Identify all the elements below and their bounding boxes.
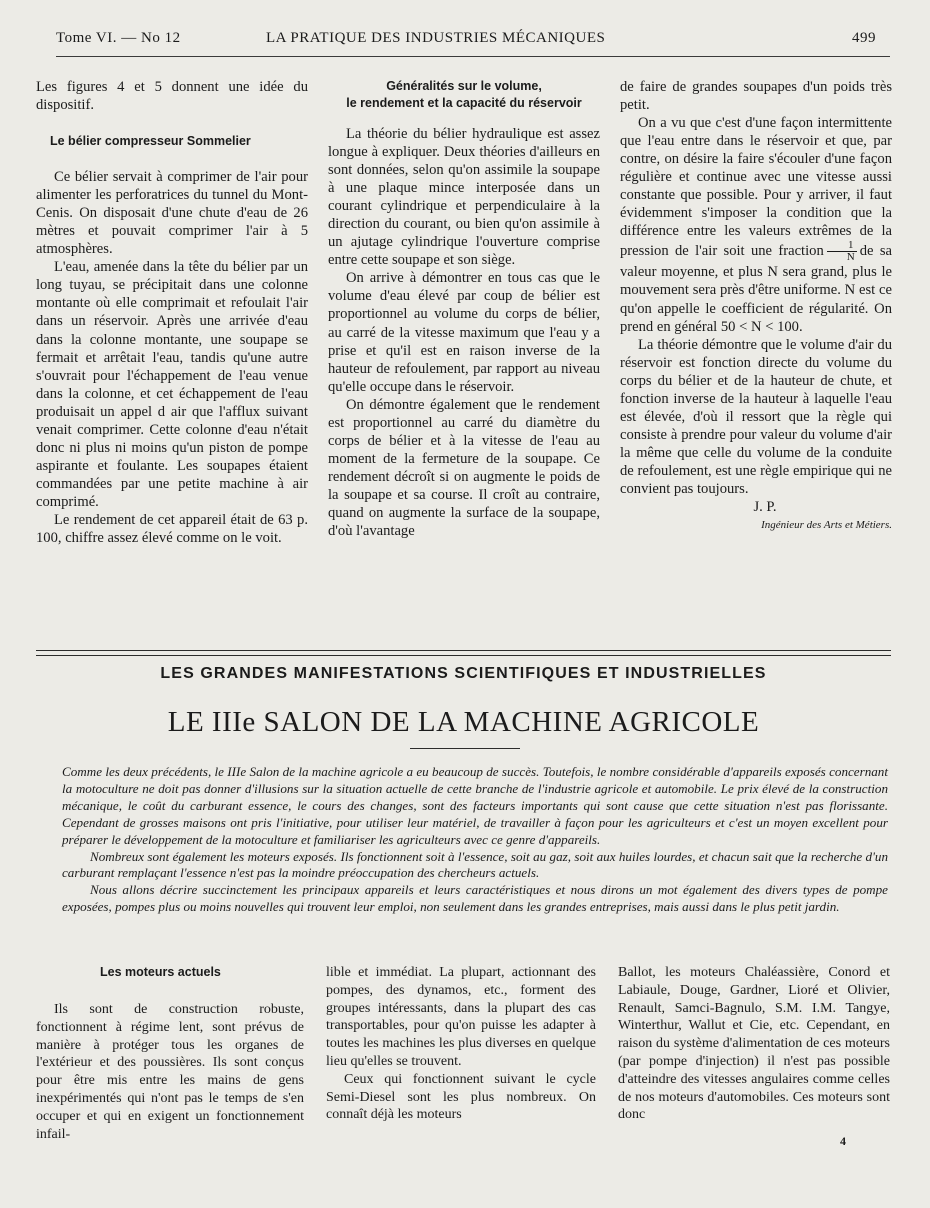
paragraph: Ce bélier servait à comprimer de l'air pour alimenter les perforatrices du tunnel du Mont-Cenis. On disposait d'une chute d'eau de 26 mètres et pouvait comprimer l'air à 5 atmosphères. bbox=[36, 169, 308, 258]
author-signature: J. P. bbox=[753, 499, 777, 516]
paragraph: Ballot, les moteurs Chaléassière, Conord et Labiaule, Douge, Gardner, Lioré et Olivier, Renault, Samci-Bagnulo, S.M. I.M. Tangye, Winterthur, Wallut et Cie, etc. Cependant, en raison du système d'alimentation de ces moteurs (par pompe d'injection) il n'est pas possible d'atteindre des vitesses angulaires comme celles de nos moteurs d'automobiles. Ces moteurs sont donc bbox=[618, 965, 890, 1123]
text: de sa valeur moyenne, et plus N sera grand, plus le mouvement sera près d'être uniforme. N est ce qu'on appelle le coefficient de régularité. On prend en général 50 < N < 100. bbox=[620, 243, 892, 335]
paragraph: Ceux qui fonctionnent suivant le cycle Semi-Diesel sont les plus nombreux. On connaît déjà les moteurs bbox=[326, 1071, 596, 1123]
journal-title: LA PRATIQUE DES INDUSTRIES MÉCANIQUES bbox=[266, 30, 606, 46]
paragraph: Ils sont de construction robuste, fonctionnent à régime lent, sont prévus de manière à protéger tous les organes de l'extérieur et des poussières. Ils sont conçus pour être mis entre les mains de gens inexpérimentés qui n'ont pas le temps de s'en occuper et qui en exigent un fonctionnement infail- bbox=[36, 1002, 304, 1142]
paragraph: La théorie du bélier hydraulique est assez longue à expliquer. Deux théories d'ailleurs en sont données, selon qu'on assimile la soupape à une plaque mince interposée dans un courant cylindrique et perpendiculaire à la direction du courant, ou bien qu'on assimile à un ajutage cylindrique l'ouverture comprise entre cette soupape et son siège. bbox=[328, 126, 600, 269]
subheading-generalites-line2: le rendement et la capacité du réservoir bbox=[346, 96, 582, 110]
paragraph: lible et immédiat. La plupart, actionnant des pompes, des dynamos, etc., forment des groupes intéressants, dans la plupart des cas transportables, pour qu'on puisse les adapter à toutes les machines les plus diverses en quelque lieu qu'elles se trouvent. bbox=[326, 965, 596, 1069]
article-column-1 bbox=[36, 78, 308, 547]
header-rule bbox=[56, 56, 890, 57]
author-title: Ingénieur des Arts et Métiers. bbox=[761, 519, 892, 532]
fraction-denominator: N bbox=[846, 251, 855, 264]
subheading-belier-sommelier: Le bélier compresseur Sommelier bbox=[50, 134, 251, 149]
article-column-5 bbox=[326, 964, 596, 1124]
signature-mark: 4 bbox=[840, 1134, 846, 1148]
subheading-generalites: Généralités sur le volume, bbox=[386, 79, 542, 93]
intro-paragraph: Comme les deux précédents, le IIIe Salon de la machine agricole a eu beaucoup de succès. Toutefois, le nombre considérable d'appareils exposés concernant la motoculture ne doit pas donner d'illusions sur la situation actuelle de cette branche de l'industrie agricole et automobile. Le prix élevé de la construction mécanique, le coût du carburant essence, le cours des changes, sont des facteurs importants qui sont cause que cette situation n'est pas florissante. Cependant de grosses maisons ont pris l'initiative, pour utiliser leur matériel, de travailler à façon pour les agriculteurs et c'est un moyen excellent pour préparer le développement de la motoculture et familiariser les agriculteurs avec ce genre d'appareils. bbox=[62, 764, 888, 847]
section-heading: LES GRANDES MANIFESTATIONS SCIENTIFIQUES ET INDUSTRIELLES bbox=[160, 665, 767, 682]
article-intro bbox=[62, 764, 888, 916]
page-number: 499 bbox=[852, 30, 876, 46]
paragraph: Le rendement de cet appareil était de 63 p. 100, chiffre assez élevé comme on le voit. bbox=[36, 511, 308, 547]
intro-paragraph: Nombreux sont également les moteurs exposés. Ils fonctionnent soit à l'essence, soit au gaz, soit aux huiles lourdes, et chacun sait que la recherche d'un carburant remplaçant l'essence n'est pas la moindre préoccupation des chercheurs actuels. bbox=[62, 848, 888, 881]
article-column-6 bbox=[618, 964, 890, 1124]
title-underline bbox=[410, 748, 520, 749]
article-title: LE IIIe SALON DE LA MACHINE AGRICOLE bbox=[167, 706, 760, 738]
text: On a vu que c'est d'une façon intermittente que l'eau entre dans le réservoir et que, par contre, on désire la faire s'écouler d'une façon régulière et continue avec une vitesse aussi constante que possible. Pour y arriver, il faut évidemment s'imposer la condition que la différence entre les valeurs extrêmes de la pression de l'air soit une fraction bbox=[620, 115, 892, 260]
paragraph: L'eau, amenée dans la tête du bélier par un long tuyau, se précipitait dans une colonne montante où elle comprimait et refoulait l'air dans un réservoir. Après une arrivée d'eau dans la colonne montante, une soupape se fermait et arrêtait l'eau, tandis qu'une autre s'ouvrait pour l'échappement de l'eau venue dans la colonne, et cet échappement de l'eau produisait un appel d air que l'afflux suivant venait comprimer. Cette colonne d'eau n'était donc ni plus ni moins qu'un piston de pompe aspirante et foulante. Les soupapes étaient commandées par une petite machine à air comprimé. bbox=[36, 259, 308, 510]
paragraph: de faire de grandes soupapes d'un poids très petit. bbox=[620, 79, 892, 114]
paragraph-with-fraction bbox=[620, 114, 892, 336]
volume-issue: Tome VI. — No 12 bbox=[56, 30, 181, 46]
intro-paragraph: Nous allons décrire succinctement les principaux appareils et leurs caractéristiques et nous dirons un mot également des divers types de pompe exposées, pompes plus ou moins nouvelles qui trouvent leur emploi, non seulement dans les grandes entreprises, mais aussi dans le plus petit jardin. bbox=[62, 882, 888, 915]
article-column-4 bbox=[36, 964, 304, 1143]
fraction-numerator: 1 bbox=[827, 240, 857, 252]
article-column-2 bbox=[328, 78, 600, 540]
article-column-3 bbox=[620, 78, 892, 534]
paragraph: On démontre également que le rendement est proportionnel au carré du diamètre du corps de bélier et à la vitesse de l'eau au moment de la fermeture de la soupape. Ce rendement décroît si on augmente le poids de la soupape et sa course. Il croît au contraire, quand on augmente la surface de la soupape, d'où l'avantage bbox=[328, 396, 600, 540]
paragraph: La théorie démontre que le volume d'air du réservoir est fonction directe du volume du corps du bélier et de la hauteur de chute, et fonction inverse de la hauteur à laquelle l'eau est élevée, d'où il ressort que la règle qui consiste à prendre pour valeur du volume d'air la même que celle du volume de la conduite de refoulement, est une règle empirique qui ne convient pas toujours. bbox=[620, 336, 892, 497]
paragraph: On arrive à démontrer en tous cas que le volume d'eau élevé par coup de bélier est proportionnel au volume du corps de bélier, au carré de la vitesse maximum que l'eau y a prise et qu'il est en raison inverse de la hauteur de refoulement, par rapport au niveau qu'elle occupe dans le réservoir. bbox=[328, 270, 600, 395]
running-head bbox=[56, 30, 876, 52]
paragraph: Les figures 4 et 5 donnent une idée du dispositif. bbox=[36, 79, 308, 114]
fraction bbox=[827, 240, 857, 263]
section-divider bbox=[36, 650, 891, 656]
subheading-moteurs-actuels: Les moteurs actuels bbox=[100, 965, 221, 979]
